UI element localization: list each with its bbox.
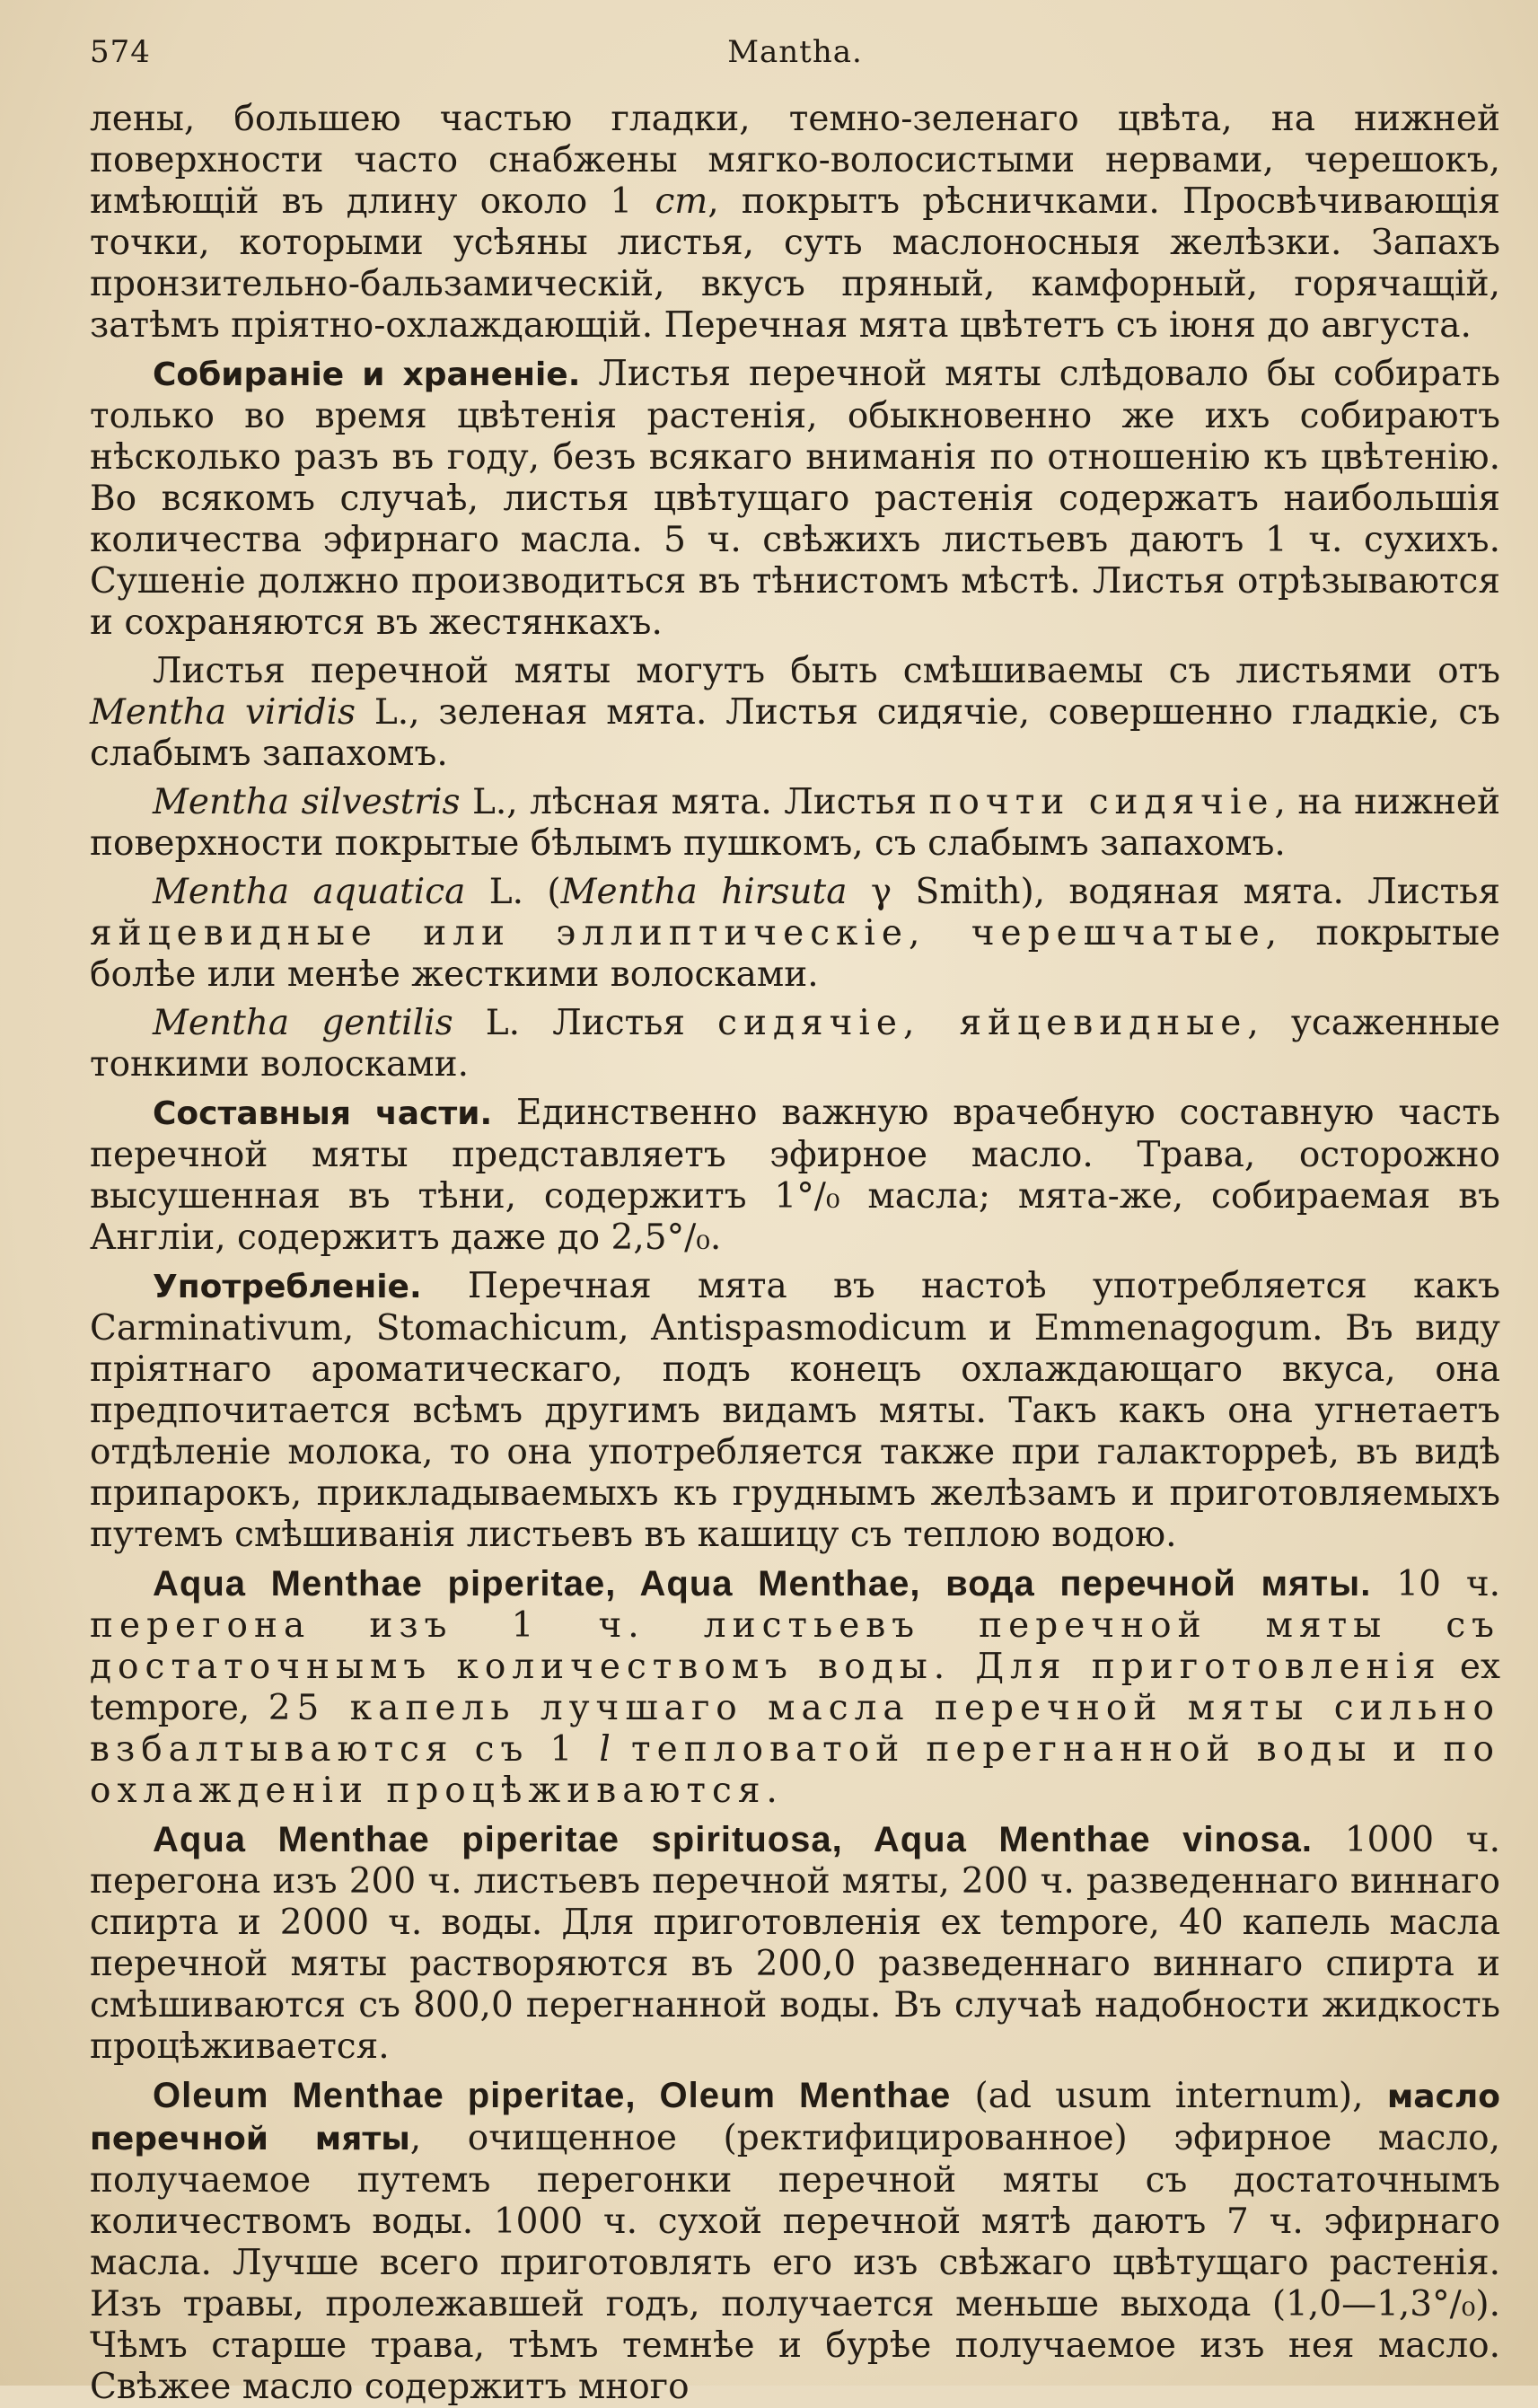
paragraph-heading: масло перечной мяты (90, 2078, 1500, 2158)
text-run: l (599, 1729, 611, 1770)
text-run: γ Smith), водяная мята. Листья (847, 872, 1501, 912)
body-text (90, 99, 1500, 2408)
paragraph (90, 1093, 1500, 1259)
paragraph (90, 872, 1500, 996)
text-run: , на нижней поверхности покрытые бѣлымъ пушкомъ, съ слабымъ запахомъ. (90, 782, 1500, 864)
paragraph-heading: Употребленіе. (153, 1269, 422, 1305)
text-run: лены, большею частью гладки, темно-зеленаго цвѣта, на нижней поверхности часто снабжены мягко-волосистыми нервами, черешокъ, имѣющій въ длину около 1 (90, 99, 1500, 222)
text-run: Mentha viridis (90, 692, 356, 733)
text-run: почти сидячіе (928, 782, 1275, 822)
paragraph (90, 782, 1500, 865)
paragraph (90, 354, 1500, 644)
text-run: яйцевидные или эллиптическіе, черешчатые (90, 913, 1266, 954)
paragraph-heading: Составныя части. (153, 1095, 493, 1132)
text-run: ex tempore, (90, 1647, 1500, 1728)
paragraph-heading: Aqua Menthae piperitae spirituosa, Aqua Menthae vinosa. (153, 1820, 1313, 1859)
paragraph (90, 99, 1500, 347)
running-title: Mantha. (727, 34, 863, 70)
text-run: L., зеленая мята. Листья сидячіе, совершенно гладкіе, съ слабымъ запахомъ. (90, 692, 1500, 774)
text-run: Mentha aquatica (153, 872, 466, 912)
page-number: 574 (90, 34, 151, 70)
paragraph (90, 2075, 1500, 2408)
text-run: L. Листья (453, 1003, 718, 1043)
paragraph (90, 1819, 1500, 2068)
text-run: перегона изъ 1 ч. листьевъ перечной мяты съ достаточнымъ количествомъ воды. Для приготовленія (90, 1605, 1500, 1687)
text-run: 25 капель лучшаго масла перечной мяты сильно взбалтываются съ 1 (90, 1688, 1501, 1770)
paragraph (90, 1563, 1500, 1812)
text-run: , покрытые болѣе или менѣе жесткими волосками. (90, 913, 1500, 995)
text-run: Листья перечной мяты слѣдовало бы собирать только во время цвѣтенія растенія, обыкновенно же ихъ собираютъ нѣсколько разъ въ году, безъ всякаго вниманія по отношенію къ цвѣтенію. Во всякомъ случаѣ, листья цвѣтущаго растенія содержатъ наибольшія количества эфирнаго масла. 5 ч. свѣжихъ листьевъ даютъ 1 ч. сухихъ. Сушеніе должно производиться въ тѣнистомъ мѣстѣ. Листья отрѣзываются и сохраняются въ жестянкахъ. (90, 354, 1500, 643)
text-run: (ad usum internum), (951, 2076, 1387, 2116)
text-run: , усаженные тонкими волосками. (90, 1003, 1501, 1085)
paragraph (90, 1266, 1500, 1556)
running-head (90, 27, 1500, 99)
text-run: Mentha hirsuta (560, 872, 848, 912)
text-run: Единственно важную врачебную составную часть перечной мяты представляетъ эфирное масло. Трава, осторожно высушенная въ тѣни, содержитъ 1°/₀ масла; мята-же, собираемая въ Англіи, содержитъ даже до 2,5°/₀. (90, 1093, 1501, 1258)
paragraph (90, 651, 1500, 775)
text-run: L. ( (465, 872, 561, 912)
text-run: , покрытъ рѣсничками. Просвѣчивающія точки, которыми усѣяны листья, суть маслоносныя желѣзки. Запахъ пронзительно-бальзамическій, вкусъ пряный, камфорный, горячащій, затѣмъ пріятно-охлаждающій. Перечная мята цвѣтетъ съ іюня до августа. (90, 181, 1501, 346)
text-run: L., лѣсная мята. Листья (460, 782, 929, 822)
text-run: , очищенное (ректифицированное) эфирное масло, получаемое путемъ перегонки перечной мяты съ достаточнымъ количествомъ воды. 1000 ч. сухой перечной мятѣ даютъ 7 ч. эфирнаго масла. Лучше всего приготовлять его изъ свѣжаго цвѣтущаго растенія. Изъ травы, пролежавшей годъ, получается меньше выхода (1,0—1,3°/₀). Чѣмъ старше трава, тѣмъ темнѣе и бурѣе получаемое изъ нея масло. Свѣжее масло содержитъ много (90, 2118, 1500, 2407)
text-run: Mentha gentilis (153, 1003, 453, 1043)
text-run: Перечная мята въ настоѣ употребляется какъ Carminativum, Stomachicum, Antispasmodicum и Emmenagogum. Въ виду пріятнаго ароматическаго, подъ конецъ охлаждающаго вкуса, она предпочитается всѣмъ другимъ видамъ мяты. Такъ какъ она угнетаетъ отдѣленіе молока, то она употребляется также при галакторреѣ, въ видѣ припарокъ, прикладываемыхъ къ груднымъ желѣзамъ и приготовляемыхъ путемъ смѣшиванія листьевъ въ кашицу съ теплою водою. (90, 1266, 1500, 1555)
text-run: сидячіе, яйцевидные (717, 1003, 1248, 1043)
text-run: Листья перечной мяты могутъ быть смѣшиваемы съ листьями отъ (153, 651, 1500, 691)
text-run: 1000 ч. перегона изъ 200 ч. листьевъ перечной мяты, 200 ч. разведеннаго виннаго спирта и 2000 ч. воды. Для приготовленія ex tempore, 40 капель масла перечной мяты растворяются въ 200,0 разведеннаго виннаго спирта и смѣшиваются съ 800,0 перегнанной воды. Въ случаѣ надобности жидкость процѣживается. (90, 1820, 1500, 2067)
paragraph (90, 1003, 1500, 1085)
text-run: 10 ч. (1371, 1564, 1501, 1604)
paragraph-heading: Aqua Menthae piperitae, Aqua Menthae, вода перечной мяты. (153, 1564, 1372, 1604)
paragraph-heading: Oleum Menthae piperitae, Oleum Menthae (153, 2076, 952, 2115)
paragraph-heading: Собираніе и храненіе. (153, 356, 581, 393)
text-run: Mentha silvestris (153, 782, 461, 822)
text-run: cm (655, 181, 708, 222)
text-run: тепловатой перегнанной воды и по охлажденіи процѣживаются. (90, 1729, 1500, 1811)
